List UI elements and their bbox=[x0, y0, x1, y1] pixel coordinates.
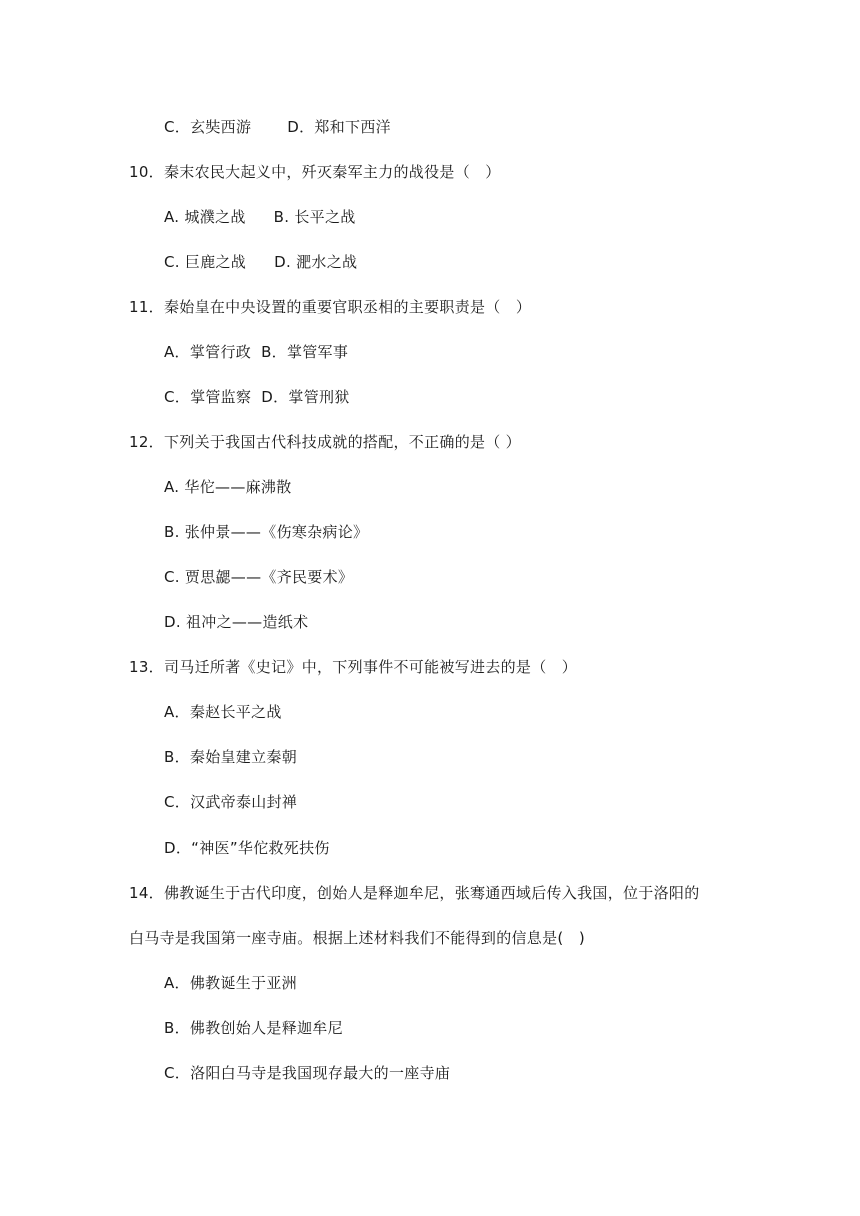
q12-stem: 12．下列关于我国古代科技成就的搭配，不正确的是（ ） bbox=[129, 433, 521, 451]
q11-stem: 11．秦始皇在中央设置的重要官职丞相的主要职责是（ ） bbox=[129, 298, 532, 316]
q12-option-a: A. 华佗——麻沸散 bbox=[164, 478, 292, 496]
q14-option-a: A．佛教诞生于亚洲 bbox=[164, 974, 297, 992]
q10-option-d: D. 淝水之战 bbox=[274, 253, 358, 271]
q14-stem-line-2: 白马寺是我国第一座寺庙。根据上述材料我们不能得到的信息是( ) bbox=[129, 929, 586, 947]
q10-stem: 10．秦末农民大起义中，歼灭秦军主力的战役是（ ） bbox=[129, 163, 501, 181]
q10-option-c: C. 巨鹿之战 bbox=[164, 253, 247, 271]
q11-option-c: C．掌管监察 bbox=[164, 388, 252, 406]
q11-option-d: D．掌管刑狱 bbox=[261, 388, 350, 406]
q14-option-b: B．佛教创始人是释迦牟尼 bbox=[164, 1019, 343, 1037]
q14-stem-line-1: 14．佛教诞生于古代印度，创始人是释迦牟尼，张骞通西域后传入我国，位于洛阳的 bbox=[129, 884, 700, 902]
q11-option-b: B．掌管军事 bbox=[261, 343, 349, 361]
q13-option-a: A．秦赵长平之战 bbox=[164, 703, 282, 721]
q12-option-d: D. 祖冲之——造纸术 bbox=[164, 613, 309, 631]
q14-option-c: C．洛阳白马寺是我国现存最大的一座寺庙 bbox=[164, 1064, 451, 1082]
q9-option-d: D．郑和下西洋 bbox=[287, 118, 391, 136]
q9-options-row-2 bbox=[164, 117, 391, 137]
q10-option-b: B. 长平之战 bbox=[273, 208, 356, 226]
q12-option-b: B. 张仲景——《伤寒杂病论》 bbox=[164, 523, 369, 541]
q10-option-a: A. 城濮之战 bbox=[164, 208, 246, 226]
q12-option-c: C. 贾思勰——《齐民要术》 bbox=[164, 568, 354, 586]
q13-option-b: B．秦始皇建立秦朝 bbox=[164, 748, 297, 766]
q13-stem: 13．司马迁所著《史记》中，下列事件不可能被写进去的是（ ） bbox=[129, 658, 578, 676]
q11-option-a: A．掌管行政 bbox=[164, 343, 252, 361]
q9-option-c: C．玄奘西游 bbox=[164, 118, 252, 136]
q13-option-d: D．“神医”华佗救死扶伤 bbox=[164, 839, 330, 857]
q10-options-row-1 bbox=[164, 207, 356, 227]
q10-options-row-2 bbox=[164, 252, 357, 272]
q11-options-row-2 bbox=[164, 387, 350, 407]
q13-option-c: C．汉武帝泰山封禅 bbox=[164, 793, 298, 811]
q11-options-row-1 bbox=[164, 342, 348, 362]
